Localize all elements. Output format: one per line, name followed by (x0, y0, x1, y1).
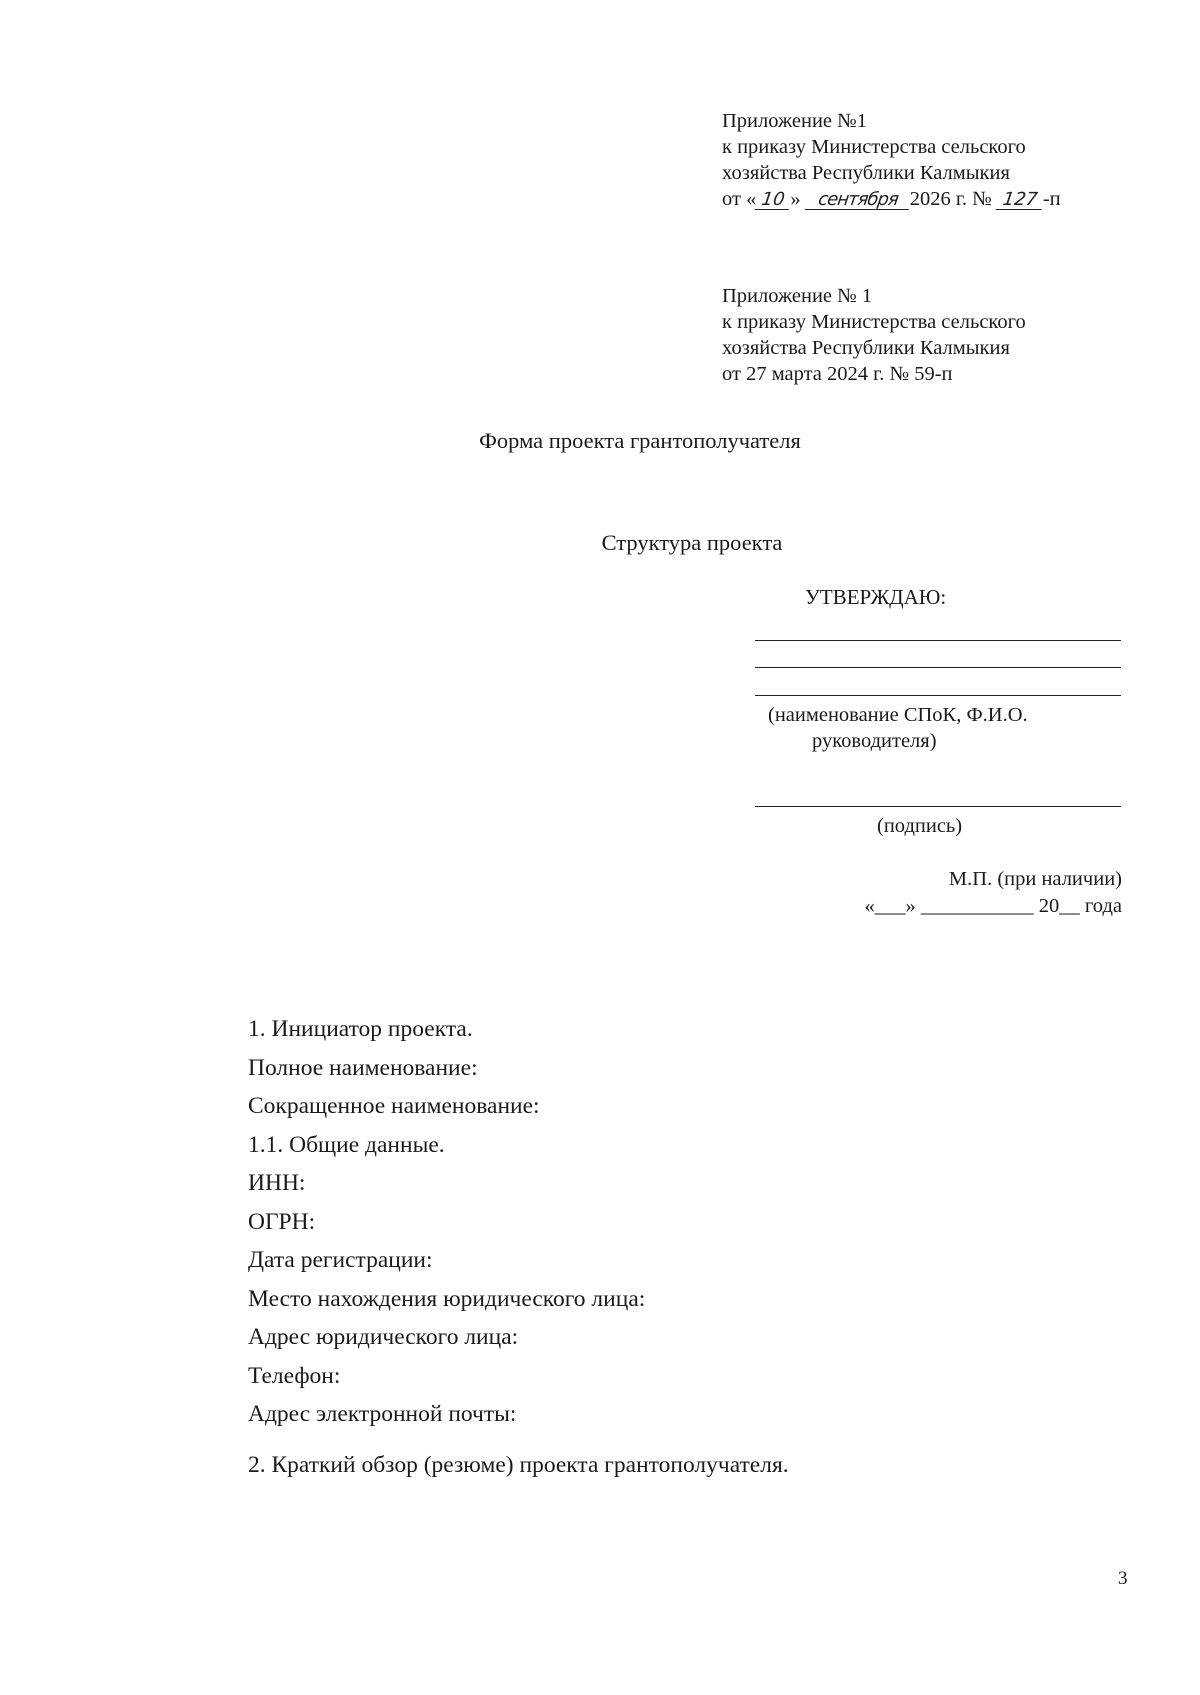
appendix-title: Приложение № 1 (722, 285, 873, 307)
handwritten-day: 10 (755, 191, 792, 210)
signature-line (755, 806, 1121, 807)
field-inn: ИНН: (248, 1170, 306, 1196)
form-title: Форма проекта грантополучателя (479, 428, 801, 453)
appendix-order-line: к приказу Министерства сельского (722, 136, 1026, 158)
date-mid: » (790, 188, 801, 210)
appendix-current-header (722, 108, 1061, 212)
date-year: 2026 г. № (909, 188, 992, 210)
handwritten-month: сентября (804, 191, 911, 210)
org-caption-line-1: (наименование СПоК, Ф.И.О. (768, 704, 1028, 726)
stamp-note: М.П. (при наличии) (948, 868, 1122, 890)
approval-heading: УТВЕРЖДАЮ: (805, 585, 947, 609)
field-ogrn: ОГРН: (248, 1208, 316, 1235)
field-location: Место нахождения юридического лица: (248, 1285, 646, 1312)
date-prefix: от « (722, 188, 757, 210)
approval-line-3 (755, 695, 1121, 696)
appendix-ministry-line: хозяйства Республики Калмыкия (722, 162, 1010, 184)
signature-caption: (подпись) (877, 815, 963, 837)
org-caption (768, 702, 1028, 754)
field-registration-date: Дата регистрации: (248, 1247, 433, 1273)
approval-date-line: «___» ___________ 20__ года (864, 895, 1122, 917)
handwritten-order-number: 127 (996, 191, 1045, 210)
field-address: Адрес юридического лица: (248, 1324, 519, 1350)
appendix-previous-header (722, 283, 1026, 387)
approval-line-2 (755, 667, 1121, 668)
structure-title: Структура проекта (601, 530, 783, 555)
field-short-name: Сокращенное наименование: (248, 1093, 540, 1119)
page-number: 3 (1118, 1568, 1128, 1589)
appendix-date-line: от 27 марта 2024 г. № 59-п (722, 363, 953, 385)
order-suffix: -п (1042, 188, 1061, 210)
appendix-title: Приложение №1 (722, 110, 867, 132)
field-phone: Телефон: (248, 1362, 341, 1389)
section-1-heading: 1. Инициатор проекта. (248, 1016, 473, 1042)
appendix-date-line (722, 186, 1061, 212)
approval-line-1 (755, 640, 1121, 641)
subsection-general-data: 1.1. Общие данные. (248, 1131, 445, 1158)
appendix-ministry-line: хозяйства Республики Калмыкия (722, 337, 1010, 359)
appendix-order-line: к приказу Министерства сельского (722, 311, 1026, 333)
field-full-name: Полное наименование: (248, 1054, 478, 1081)
org-caption-line-2: руководителя) (812, 730, 937, 752)
field-email: Адрес электронной почты: (248, 1401, 517, 1427)
section-2-heading: 2. Краткий обзор (резюме) проекта грантополучателя. (248, 1452, 789, 1478)
section-1 (248, 1010, 645, 1434)
